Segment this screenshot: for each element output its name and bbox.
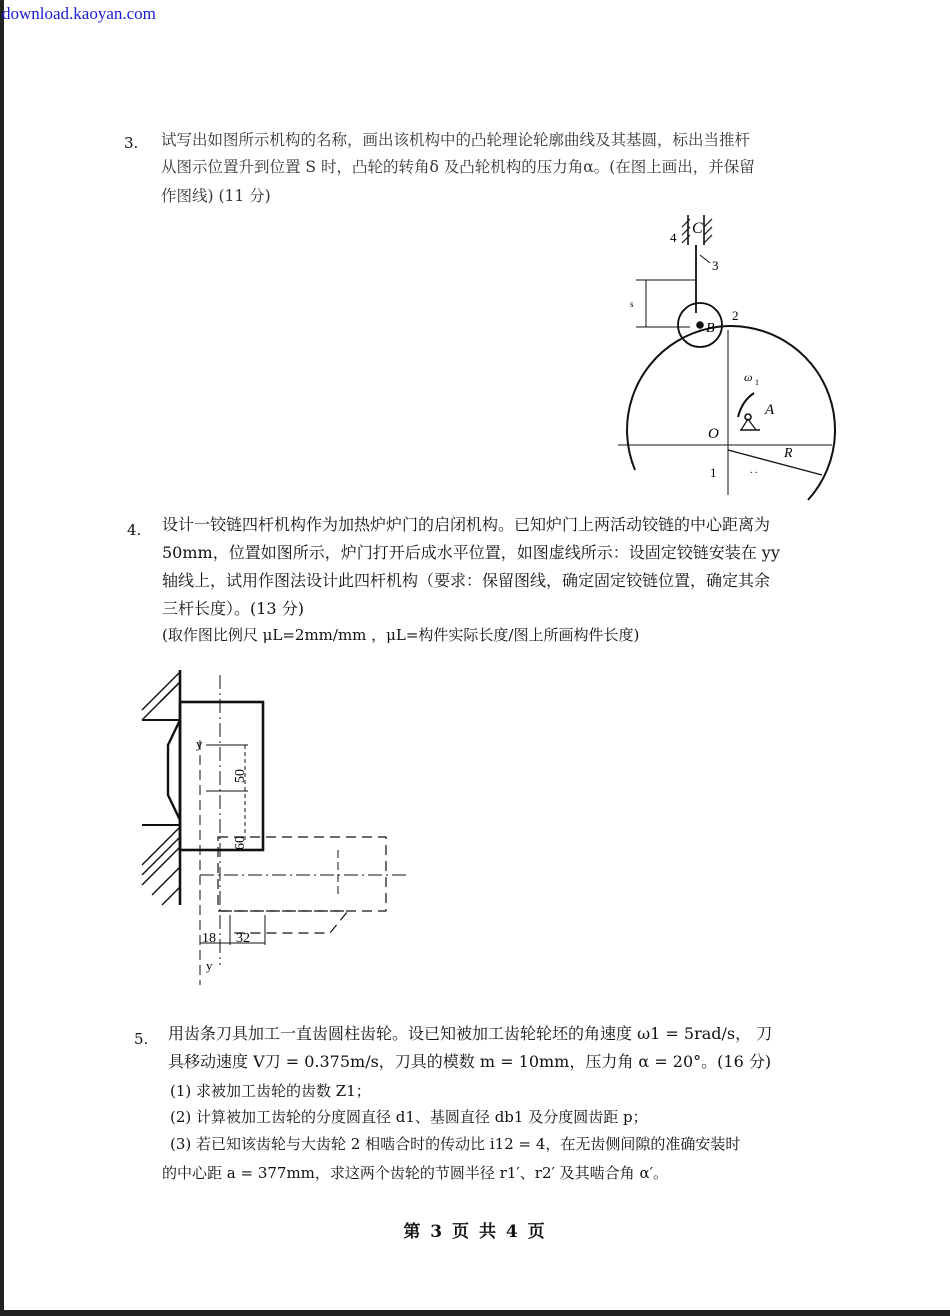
wall-hatching xyxy=(142,672,180,905)
q3-line3: 作图线) (11 分) xyxy=(161,187,271,205)
q3-line1: 试写出如图所示机构的名称，画出该机构中的凸轮理论轮廓曲线及其基圆，标出当推杆 xyxy=(161,131,751,149)
label-dots: . . xyxy=(750,465,758,476)
q3-line2: 从图示位置升到位置 S 时，凸轮的转角δ 及凸轮机构的压力角α。(在图上画出，并保留 xyxy=(161,158,755,176)
label-c: C xyxy=(692,220,703,237)
q4-number: 4. xyxy=(127,521,142,539)
scan-bottom-edge xyxy=(0,1310,950,1316)
q5-item2: (2) 计算被加工齿轮的分度圆直径 d1、基圆直径 db1 及分度圆齿距 p； xyxy=(170,1108,648,1126)
page-footer: 第 3 页 共 4 页 xyxy=(403,1222,547,1242)
label-omega-sub: 1 xyxy=(755,378,759,387)
label-s: s xyxy=(630,299,634,309)
label-r: R xyxy=(784,446,793,461)
q4-line2: 50mm，位置如图所示，炉门打开后成水平位置，如图虚线所示：设固定铰链安装在 yy xyxy=(162,543,780,562)
cam-mechanism-figure xyxy=(600,205,850,505)
label-o: O xyxy=(708,426,719,442)
furnace-opening xyxy=(168,720,180,820)
omega-arrow xyxy=(738,393,754,417)
q5-line1: 用齿条刀具加工一直齿圆柱齿轮。设已知被加工齿轮轮坯的角速度 ω1 = 5rad/s， 刀 xyxy=(168,1024,773,1043)
label-3: 3 xyxy=(712,258,719,273)
label-2: 2 xyxy=(732,308,739,323)
label-60: 60 xyxy=(233,836,248,850)
leader-3 xyxy=(700,255,710,263)
label-50: 50 xyxy=(233,769,248,783)
q5-item3a: (3) 若已知该齿轮与大齿轮 2 相啮合时的传动比 i12 = 4，在无齿侧间隙的准确安装时 xyxy=(170,1135,741,1153)
label-32: 32 xyxy=(236,931,250,946)
label-y-top: y xyxy=(196,736,203,751)
radius-r-line xyxy=(728,450,822,475)
q4-line5: (取作图比例尺 μL=2mm/mm ，μL=构件实际长度/图上所画构件长度) xyxy=(162,626,640,644)
q5-item1: (1) 求被加工齿轮的齿数 Z1； xyxy=(170,1082,371,1100)
label-omega: ω xyxy=(744,370,753,384)
roller-pivot-b xyxy=(697,322,703,328)
q4-line4: 三杆长度）。(13 分) xyxy=(162,599,304,618)
label-1: 1 xyxy=(710,465,717,480)
label-a: A xyxy=(765,402,775,418)
watermark-link[interactable]: download.kaoyan.com xyxy=(2,4,156,23)
label-18: 18 xyxy=(202,931,216,946)
q5-number: 5. xyxy=(134,1030,149,1048)
cam-profile xyxy=(627,326,835,500)
furnace-door-figure xyxy=(130,665,420,995)
label-b: B xyxy=(706,321,715,336)
label-4: 4 xyxy=(670,230,677,245)
q4-line3: 轴线上，试用作图法设计此四杆机构（要求：保留图线，确定固定铰链位置，确定其余 xyxy=(162,571,771,590)
door-closed xyxy=(180,702,263,850)
door-open-lower xyxy=(222,911,348,933)
q5-item3b: 的中心距 a = 377mm，求这两个齿轮的节圆半径 r1′、r2′ 及其啮合角 α′。 xyxy=(162,1164,668,1182)
q3-number: 3. xyxy=(124,134,139,152)
q5-line2: 具移动速度 V刀 = 0.375m/s，刀具的模数 m = 10mm，压力角 α = 20°。(16 分) xyxy=(168,1052,772,1071)
q4-line1: 设计一铰链四杆机构作为加热炉炉门的启闭机构。已知炉门上两活动铰链的中心距离为 xyxy=(162,515,771,534)
label-y-bottom: y xyxy=(206,958,213,973)
scan-left-edge xyxy=(0,0,4,1316)
